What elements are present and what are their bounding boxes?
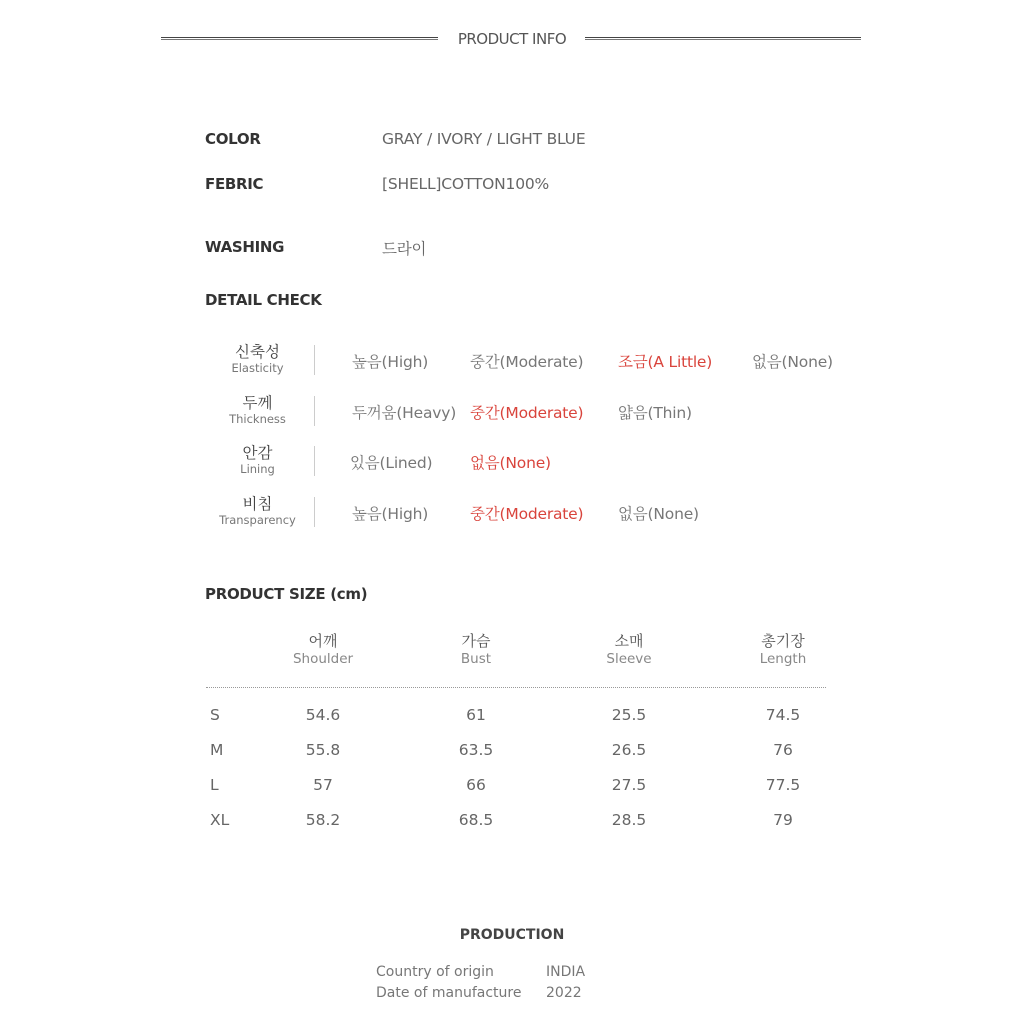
color-value: GRAY / IVORY / LIGHT BLUE <box>382 130 586 148</box>
cell-sleeve: 25.5 <box>611 706 647 724</box>
production-title: PRODUCTION <box>459 927 565 943</box>
column-en: Sleeve <box>606 651 652 667</box>
divider <box>314 345 315 375</box>
option-heavy: 두꺼움(Heavy) <box>352 404 457 422</box>
option-none: 없음(None) <box>752 353 833 371</box>
option-moderate: 중간(Moderate) <box>470 353 584 371</box>
detail-name-en: Elasticity <box>231 361 284 375</box>
cell-sleeve: 26.5 <box>611 741 647 759</box>
option-lined: 있음(Lined) <box>350 454 433 472</box>
detail-name-ko: 두께 <box>242 394 273 412</box>
detail-row-elasticity <box>200 343 880 383</box>
size-title: PRODUCT SIZE (cm) <box>205 585 368 603</box>
dotted-divider <box>206 687 826 688</box>
column-en: Length <box>759 651 807 667</box>
detail-row-name <box>200 444 315 476</box>
option-thin: 얇음(Thin) <box>618 404 692 422</box>
color-label: COLOR <box>205 130 261 148</box>
detail-check-title: DETAIL CHECK <box>205 291 322 309</box>
option-a-little-selected: 조금(A Little) <box>618 353 713 371</box>
divider <box>314 446 315 476</box>
column-header-bust <box>416 632 536 668</box>
cell-length: 74.5 <box>765 706 801 724</box>
option-none-selected: 없음(None) <box>470 454 551 472</box>
washing-label: WASHING <box>205 238 285 256</box>
country-of-origin-value: INDIA <box>546 964 586 980</box>
country-of-origin-label: Country of origin <box>376 964 494 980</box>
detail-name-ko: 신축성 <box>235 343 280 361</box>
detail-row-lining <box>200 444 880 484</box>
cell-bust: 66 <box>466 776 486 794</box>
cell-sleeve: 28.5 <box>611 811 647 829</box>
divider <box>314 497 315 527</box>
option-moderate-selected: 중간(Moderate) <box>470 505 584 523</box>
size-label: L <box>210 776 219 794</box>
column-header-sleeve <box>569 632 689 668</box>
fabric-label: FEBRIC <box>205 175 264 193</box>
column-ko: 소매 <box>614 632 644 650</box>
detail-name-ko: 안감 <box>242 444 273 462</box>
column-ko: 총기장 <box>761 632 805 650</box>
option-none: 없음(None) <box>618 505 699 523</box>
detail-name-en: Lining <box>240 462 275 476</box>
detail-row-name <box>200 394 315 426</box>
detail-name-ko: 비침 <box>242 495 273 513</box>
header-rule-left <box>161 37 438 40</box>
column-ko: 어깨 <box>308 632 338 650</box>
cell-shoulder: 58.2 <box>305 811 341 829</box>
cell-length: 79 <box>773 811 793 829</box>
detail-row-transparency <box>200 495 880 535</box>
cell-shoulder: 55.8 <box>305 741 341 759</box>
divider <box>314 396 315 426</box>
option-moderate-selected: 중간(Moderate) <box>470 404 584 422</box>
size-label: M <box>210 741 224 759</box>
detail-row-name <box>200 495 315 527</box>
cell-sleeve: 27.5 <box>611 776 647 794</box>
cell-bust: 68.5 <box>458 811 494 829</box>
column-header-length <box>723 632 843 668</box>
date-of-manufacture-value: 2022 <box>546 985 582 1001</box>
detail-row-name <box>200 343 315 375</box>
column-en: Shoulder <box>292 651 354 667</box>
option-high: 높음(High) <box>352 505 429 523</box>
cell-bust: 63.5 <box>458 741 494 759</box>
detail-name-en: Thickness <box>229 412 286 426</box>
detail-name-en: Transparency <box>219 513 296 527</box>
header-rule-right <box>585 37 861 40</box>
size-label: XL <box>210 811 230 829</box>
cell-shoulder: 57 <box>313 776 333 794</box>
cell-length: 77.5 <box>765 776 801 794</box>
date-of-manufacture-label: Date of manufacture <box>376 985 522 1001</box>
cell-bust: 61 <box>466 706 486 724</box>
column-en: Bust <box>460 651 492 667</box>
cell-length: 76 <box>773 741 793 759</box>
washing-value: 드라이 <box>382 240 427 258</box>
fabric-value: [SHELL]COTTON100% <box>382 175 550 193</box>
size-label: S <box>210 706 220 724</box>
detail-row-thickness <box>200 394 880 434</box>
column-header-shoulder <box>263 632 383 668</box>
option-high: 높음(High) <box>352 353 429 371</box>
cell-shoulder: 54.6 <box>305 706 341 724</box>
page-title: PRODUCT INFO <box>457 30 567 48</box>
column-ko: 가슴 <box>461 632 491 650</box>
